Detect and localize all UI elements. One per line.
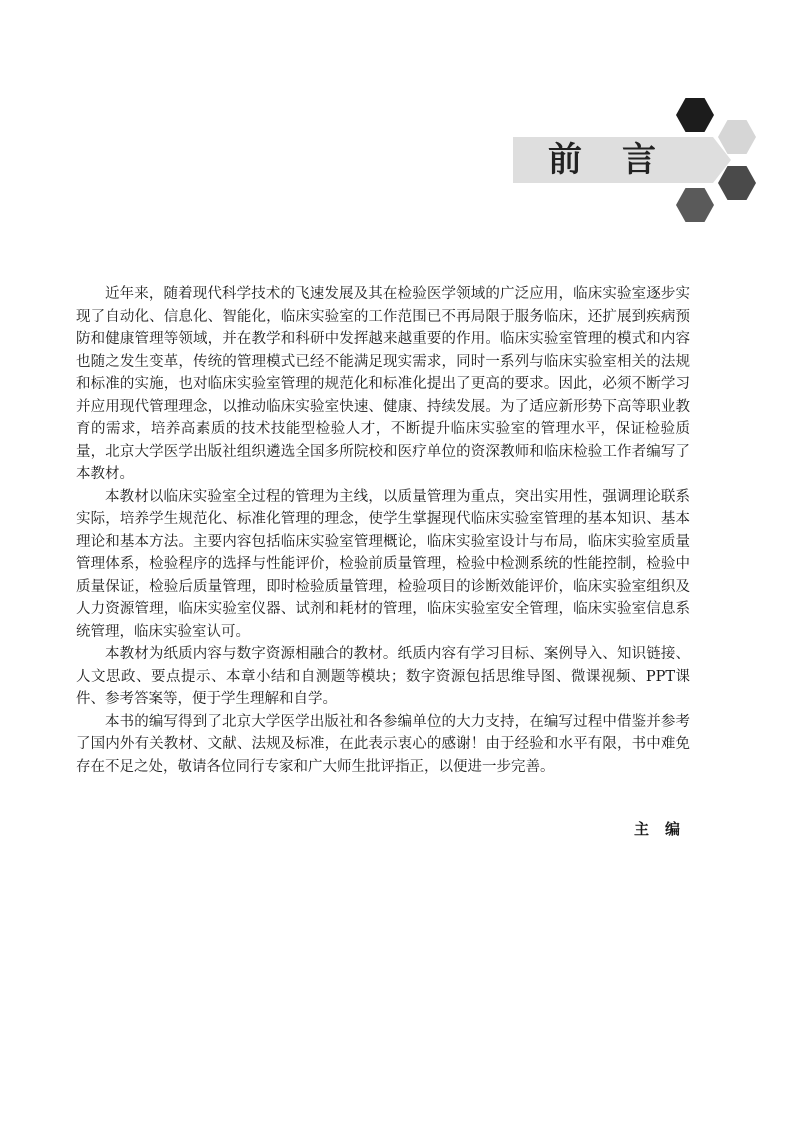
- title-banner-arrow: [713, 137, 731, 183]
- paragraph-3: 本教材为纸质内容与数字资源相融合的教材。纸质内容有学习目标、案例导入、知识链接、人文思政、要点提示、本章小结和自测题等模块；数字资源包括思维导图、微课视频、PPT课件、参考答案等，便于学生理解和自学。: [76, 646, 690, 707]
- preface-body: [76, 283, 690, 778]
- hexagon-mid-decoration: [676, 188, 714, 222]
- paragraph-1: 近年来，随着现代科学技术的飞速发展及其在检验医学领域的广泛应用，临床实验室逐步实现了自动化、信息化、智能化，临床实验室的工作范围已不再局限于服务临床，还扩展到疾病预防和健康管理等领域，并在教学和科研中发挥越来越重要的作用。临床实验室管理的模式和内容也随之发生变革，传统的管理模式已经不能满足现实需求，同时一系列与临床实验室相关的法规和标准的实施，也对临床实验室管理的规范化和标准化提出了更高的要求。因此，必须不断学习并应用现代管理理念，以推动临床实验室快速、健康、持续发展。为了适应新形势下高等职业教育的需求，培养高素质的技术技能型检验人才，不断提升临床实验室的管理水平，保证检验质量，北京大学医学出版社组织遴选全国多所院校和医疗单位的资深教师和临床检验工作者编写了本教材。: [76, 286, 690, 482]
- page-title: 前言: [548, 140, 696, 180]
- paragraph-2: 本教材以临床实验室全过程的管理为主线，以质量管理为重点，突出实用性，强调理论联系实际，培养学生规范化、标准化管理的理念，使学生掌握现代临床实验室管理的基本知识、基本理论和基本方法。主要内容包括临床实验室管理概论，临床实验室设计与布局，临床实验室质量管理体系，检验程序的选择与性能评价，检验前质量管理，检验中检测系统的性能控制，检验中质量保证，检验后质量管理，即时检验质量管理，检验项目的诊断效能评价，临床实验室组织及人力资源管理，临床实验室仪器、试剂和耗材的管理，临床实验室安全管理，临床实验室信息系统管理，临床实验室认可。: [76, 488, 690, 640]
- hexagon-black-decoration: [676, 98, 714, 132]
- signature-editor: 主编: [634, 820, 697, 838]
- paragraph-4: 本书的编写得到了北京大学医学出版社和各参编单位的大力支持，在编写过程中借鉴并参考了国内外有关教材、文献、法规及标准，在此表示衷心的感谢！由于经验和水平有限，书中难免存在不足之处，敬请各位同行专家和广大师生批评指正，以便进一步完善。: [76, 713, 690, 775]
